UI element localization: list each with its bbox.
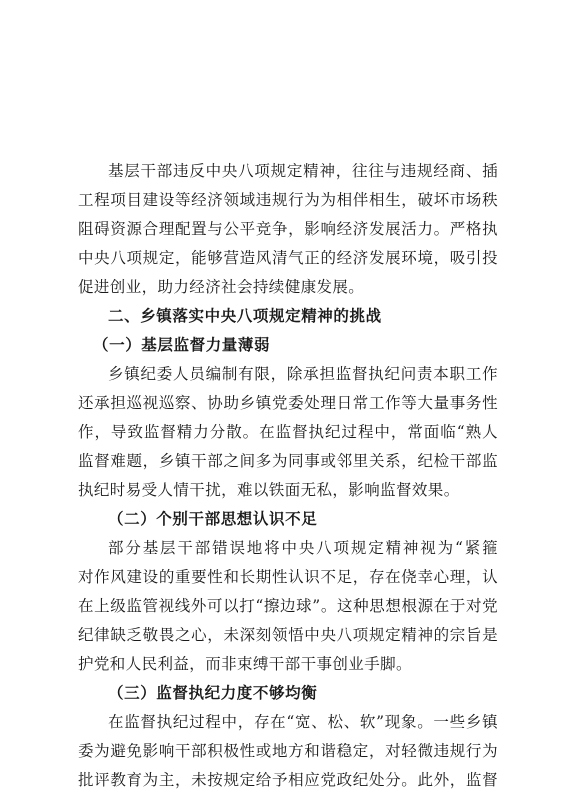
- para4-line-1: 在监督执纪过程中，存在“宽、松、软”现象。一些乡镇: [108, 713, 498, 731]
- para3-line-3: 在上级监管视线外可以打“擦边球”。这种思想根源在于对党: [78, 597, 498, 615]
- para3-line-5: 护党和人民利益，而非束缚干部干事创业手脚。: [78, 655, 412, 673]
- para1-line-2: 工程项目建设等经济领域违规行为为相伴相生，破坏市场秩: [78, 191, 498, 209]
- para1-line-3: 阻碍资源合理配置与公平竞争，影响经济发展活力。严格执: [78, 220, 498, 238]
- para3-line-1: 部分基层干部错误地将中央八项规定精神视为“紧箍: [108, 539, 498, 557]
- para1-line-5: 促进创业，助力经济社会持续健康发展。: [78, 278, 365, 296]
- section-heading-2: 二、乡镇落实中央八项规定精神的挑战: [108, 306, 382, 325]
- para4-line-3: 批评教育为主，未按规定给予相应党政纪处分。此外，监督: [78, 771, 498, 789]
- subheading-2: （二）个别干部思想认识不足: [108, 509, 318, 528]
- para1-line-4: 中央八项规定，能够营造风清气正的经济发展环境，吸引投: [78, 249, 498, 267]
- para3-line-2: 对作风建设的重要性和长期性认识不足，存在侥幸心理，认: [78, 568, 498, 586]
- para2-line-5: 执纪时易受人情干扰，难以铁面无私，影响监督效果。: [78, 481, 460, 499]
- para2-line-2: 还承担巡视巡察、协助乡镇党委处理日常工作等大量事务性: [78, 394, 498, 412]
- para4-line-2: 委为避免影响干部积极性或地方和谐稳定，对轻微违规行为: [78, 742, 498, 760]
- para2-line-4: 监督难题，乡镇干部之间多为同事或邻里关系，纪检干部监: [78, 452, 498, 470]
- subheading-1: （一）基层监督力量薄弱: [93, 335, 271, 354]
- para1-line-1: 基层干部违反中央八项规定精神，往往与违规经商、插: [108, 162, 498, 180]
- subheading-3: （三）监督执纪力度不够均衡: [108, 683, 318, 702]
- para3-line-4: 纪律缺乏敬畏之心，未深刻领悟中央八项规定精神的宗旨是: [78, 626, 498, 644]
- para2-line-3: 作，导致监督精力分散。在监督执纪过程中，常面临“熟人: [78, 423, 498, 441]
- para2-line-1: 乡镇纪委人员编制有限，除承担监督执纪问责本职工作: [108, 365, 498, 383]
